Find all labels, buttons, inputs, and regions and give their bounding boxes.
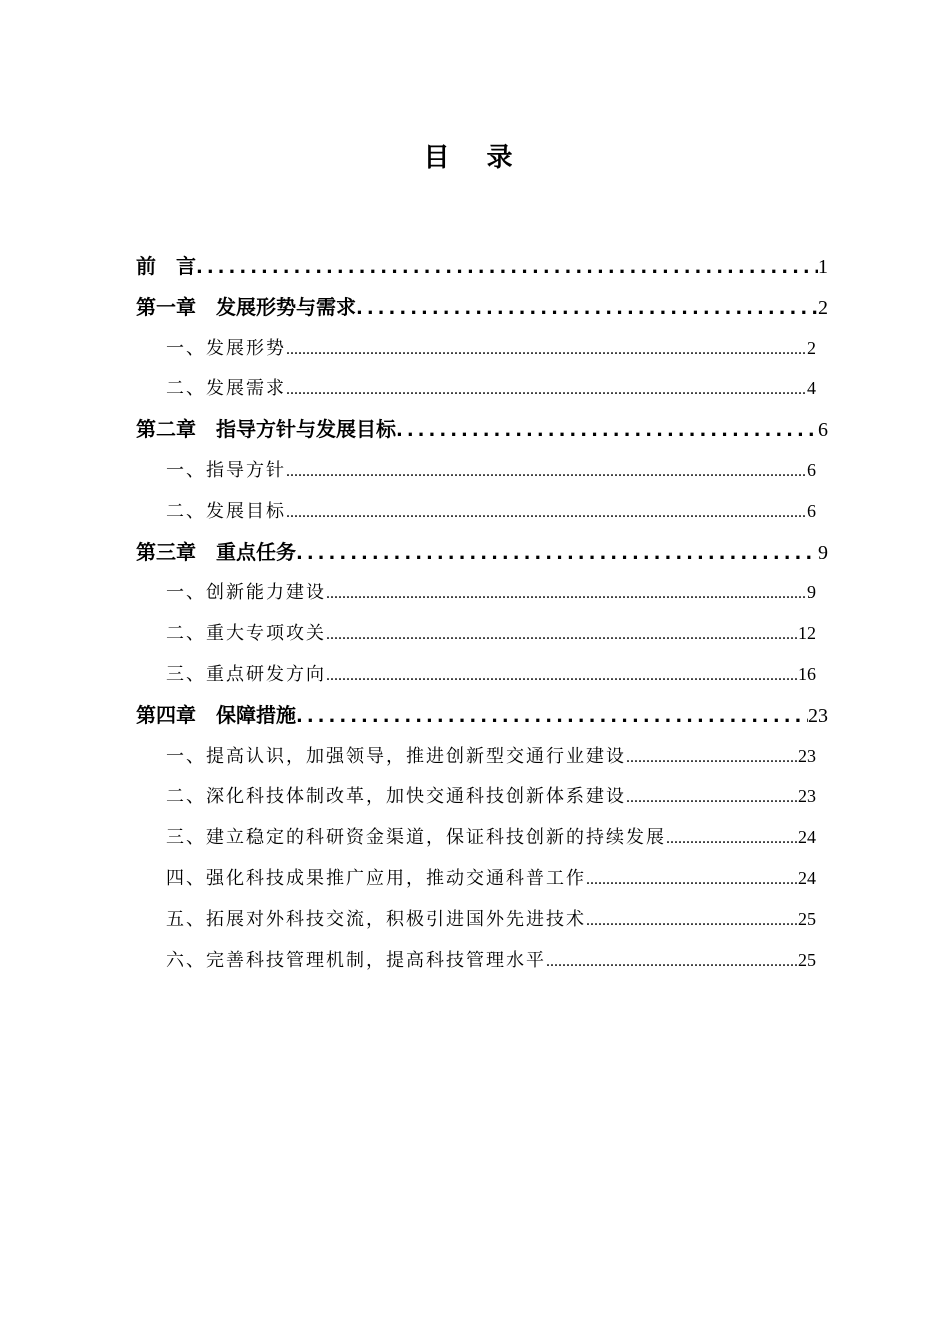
dot-leader	[286, 330, 807, 371]
toc-entry-page: 6	[818, 419, 828, 442]
toc-entry-title: 五、拓展对外科技交流，积极引进国外先进技术	[166, 908, 586, 930]
dot-leader	[586, 901, 798, 942]
table-of-contents	[136, 246, 828, 980]
toc-entry-section[interactable]	[136, 491, 816, 532]
toc-entry-page: 23	[808, 704, 828, 727]
toc-entry-page: 25	[798, 949, 816, 970]
toc-entry-page: 4	[807, 378, 816, 399]
toc-entry-page: 6	[807, 459, 816, 480]
toc-entry-page: 16	[798, 663, 816, 684]
page-title: 目 录	[423, 143, 527, 173]
toc-entry-title: 三、重点研发方向	[166, 663, 326, 685]
toc-entry-title: 第一章 发展形势与需求	[136, 294, 356, 319]
toc-entry-title: 一、发展形势	[166, 337, 286, 359]
toc-entry-section[interactable]	[136, 736, 816, 777]
toc-entry-page: 23	[798, 745, 816, 766]
toc-entry-title: 二、发展需求	[166, 378, 286, 400]
toc-entry-chapter-3[interactable]	[136, 532, 828, 573]
toc-entry-section[interactable]	[136, 817, 816, 858]
toc-entry-page: 24	[798, 867, 816, 888]
toc-entry-title: 一、指导方针	[166, 459, 286, 481]
toc-entry-title: 三、建立稳定的科研资金渠道，保证科技创新的持续发展	[166, 827, 666, 849]
toc-entry-chapter-2[interactable]	[136, 409, 828, 450]
toc-entry-preface[interactable]	[136, 246, 828, 287]
toc-entry-section[interactable]	[136, 899, 816, 940]
dot-leader	[626, 778, 798, 819]
toc-entry-page: 6	[807, 500, 816, 521]
toc-entry-page: 9	[818, 541, 828, 564]
toc-entry-section[interactable]	[136, 613, 816, 654]
dot-leader	[546, 942, 798, 983]
dot-leader	[326, 574, 807, 615]
toc-entry-page: 12	[798, 623, 816, 644]
dot-leader	[356, 289, 818, 330]
toc-entry-chapter-1[interactable]	[136, 287, 828, 328]
toc-entry-page: 1	[818, 256, 828, 278]
toc-entry-section[interactable]	[136, 368, 816, 409]
toc-entry-page: 25	[798, 908, 816, 929]
dot-leader	[326, 656, 798, 697]
toc-entry-section[interactable]	[136, 776, 816, 817]
toc-entry-page: 23	[798, 786, 816, 807]
toc-entry-section[interactable]	[136, 940, 816, 981]
toc-entry-title: 第二章 指导方针与发展目标	[136, 417, 396, 442]
toc-entry-title: 前 言	[136, 254, 196, 278]
toc-entry-title: 二、重大专项攻关	[166, 623, 326, 645]
toc-entry-title: 一、提高认识，加强领导，推进创新型交通行业建设	[166, 745, 626, 767]
toc-entry-page: 2	[807, 337, 816, 358]
toc-entry-title: 六、完善科技管理机制，提高科技管理水平	[166, 949, 546, 971]
toc-entry-section[interactable]	[136, 654, 816, 695]
dot-leader	[326, 615, 798, 656]
dot-leader	[286, 452, 807, 493]
dot-leader	[666, 819, 798, 860]
dot-leader	[626, 738, 798, 779]
toc-entry-title: 二、深化科技体制改革，加快交通科技创新体系建设	[166, 786, 626, 808]
dot-leader	[286, 493, 807, 534]
toc-entry-section[interactable]	[136, 328, 816, 369]
toc-entry-title: 第三章 重点任务	[136, 539, 296, 564]
toc-entry-chapter-4[interactable]	[136, 695, 828, 736]
toc-entry-section[interactable]	[136, 450, 816, 491]
toc-entry-page: 2	[818, 296, 828, 319]
toc-entry-title: 一、创新能力建设	[166, 582, 326, 604]
toc-entry-section[interactable]	[136, 858, 816, 899]
dot-leader	[296, 534, 818, 575]
dot-leader	[286, 370, 807, 411]
toc-entry-page: 9	[807, 582, 816, 603]
toc-entry-title: 四、强化科技成果推广应用，推动交通科普工作	[166, 867, 586, 889]
dot-leader	[296, 697, 808, 738]
dot-leader	[396, 411, 818, 452]
toc-entry-title: 第四章 保障措施	[136, 702, 296, 727]
toc-entry-page: 24	[798, 827, 816, 848]
toc-entry-section[interactable]	[136, 572, 816, 613]
dot-leader	[196, 248, 818, 289]
dot-leader	[586, 860, 798, 901]
toc-entry-title: 二、发展目标	[166, 500, 286, 522]
